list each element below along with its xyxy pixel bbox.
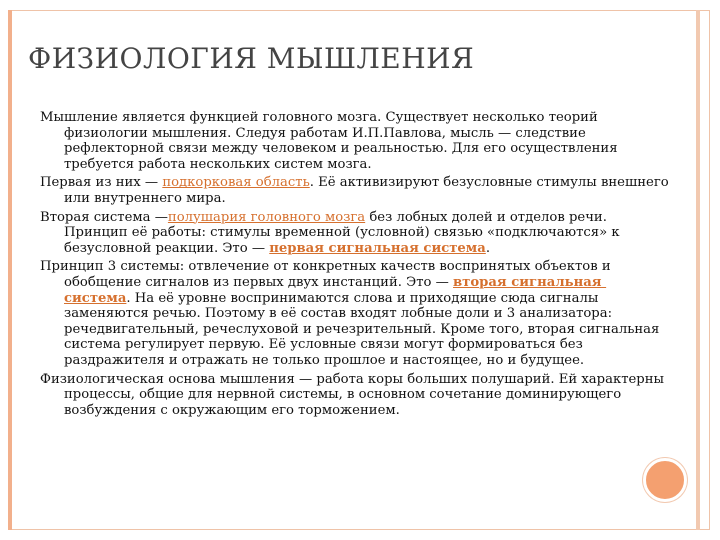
paragraph-first-system (40, 175, 673, 206)
text-run: . На её уровне воспринимаются слова и приходящие сюда сигналы заменяются речью. Поэтому в её состав входят лобные доли и 3 анализатора: речедвигательный, речеслуховой и речезрительный. Кроме того, вторая сигнальная система регулирует первую. Её условные связи могут формироваться без раздражителя и отражать не только прошлое и настоящее, но и будущее. (64, 290, 664, 368)
slide-body (40, 110, 673, 421)
text-run: . (485, 240, 491, 256)
link-second-signal-system[interactable]: вторая сигнальная система (64, 274, 607, 306)
text-run: Принцип 3 системы: отвлечение от конкретных качеств воспринятых объектов и обобщение сигналов из первых двух инстанций. Это — (40, 259, 615, 290)
text-run: Вторая система — (40, 209, 168, 225)
text-run: . Её активизируют безусловные стимулы внешнего или внутреннего мира. (64, 175, 673, 206)
slide-title: ФИЗИОЛОГИЯ МЫШЛЕНИЯ (28, 42, 475, 75)
decorative-circle (643, 458, 687, 502)
paragraph-third-system (40, 259, 670, 368)
paragraph-physiological-basis: Физиологическая основа мышления — работа коры больших полушарий. Ей характерны процессы, общие для нервной системы, в основном сочетание доминирующего возбуждения с окружающим его торможением. (40, 371, 669, 418)
paragraph-second-system (40, 210, 670, 257)
paragraph-intro: Мышление является функцией головного мозга. Существует несколько теорий физиологии мышления. Следуя работам И.П.Павлова, мысль — следствие рефлекторной связи между человеком и реальностью. Для его осуществления требуется работа нескольких систем мозга. (40, 110, 622, 172)
right-accent-bar (696, 10, 700, 530)
left-accent-bar (8, 10, 12, 530)
text-run: без лобных долей и отделов речи. Принцип её работы: стимулы временной (условной) связью «подключаются» к безусловной реакции. Это — (64, 209, 624, 256)
link-subcortical-area[interactable]: подкорковая область (162, 175, 310, 191)
link-cerebral-hemispheres[interactable]: полушария головного мозга (167, 209, 366, 225)
link-first-signal-system[interactable]: первая сигнальная система (269, 240, 486, 256)
text-run: Первая из них — (40, 175, 163, 191)
